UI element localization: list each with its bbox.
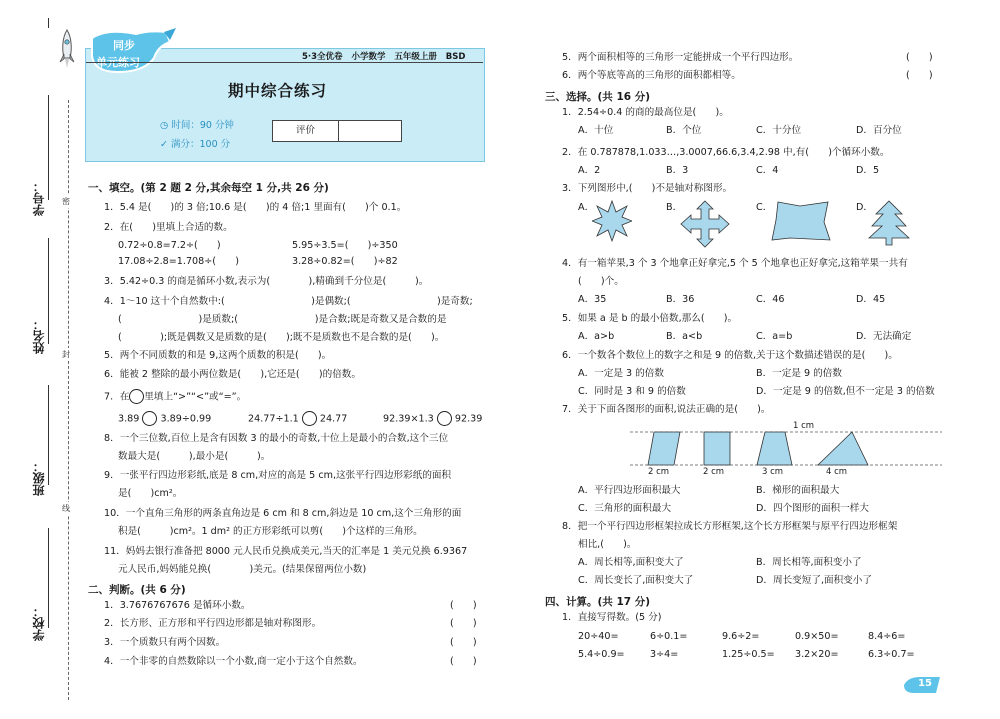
fill-q9-line2: 是( )cm²。 (118, 488, 183, 499)
choice-q8-line2: 相比,( )。 (578, 539, 637, 550)
choice-q4-line2: ( )个。 (578, 276, 624, 287)
check-circle-icon: ✓ (160, 139, 171, 150)
badge-line-1: 同步 (113, 39, 135, 52)
triangle-shape (818, 432, 868, 465)
choice-q8-b[interactable]: B．周长相等,面积变小了 (756, 557, 862, 568)
compare-b (248, 411, 347, 426)
fill-q2: 2．在( )里填上合适的数。 (104, 222, 233, 233)
fill-q2a: 0.72÷0.8=7.2÷( ) (118, 240, 221, 251)
irregular-shape (770, 200, 832, 242)
fill-q10-line1: 10．一个直角三角形的两条直角边是 6 cm 和 8 cm,斜边是 10 cm,这个三角形的面 (104, 508, 462, 519)
fill-q6: 6．能被 2 整除的最小两位数是( ),它还是( )的倍数。 (104, 369, 361, 380)
badge-line-2: 单元练习 (96, 56, 140, 69)
star-shape (592, 200, 632, 242)
fill-q10-line2: 积是( )cm²。1 dm² 的正方形彩纸可以剪( )个这样的三角形。 (118, 526, 423, 537)
fill-q7-tail: 里填上“>”“<”或“=”。 (144, 391, 247, 403)
fill-q11-line1: 11．妈妈去银行准备把 8000 元人民币兑换成美元,当天的汇率是 1 美元兑换 6.9367 (104, 546, 468, 557)
choice-q3-b[interactable]: B． (666, 202, 683, 213)
calc-r2-2[interactable]: 3÷4= (650, 649, 679, 660)
choice-q3-a[interactable]: A． (578, 202, 595, 213)
choice-q8-a[interactable]: A．周长相等,面积变大了 (578, 557, 684, 568)
choice-q1-a[interactable]: A．十位 (578, 125, 614, 136)
choice-q2-b[interactable]: B．3 (666, 165, 689, 176)
calc-r1-2[interactable]: 6÷0.1= (650, 631, 688, 642)
choice-q6: 6．一个数各个数位上的数字之和是 9 的倍数,关于这个数描述错误的是( )。 (562, 350, 898, 361)
calc-q1: 1．直接写得数。(5 分) (562, 612, 662, 623)
fill-q11-line2: 元人民币,妈妈能兑换( )美元。(结果保留两位小数) (118, 564, 367, 575)
class-label: 班级： (32, 460, 46, 496)
compare-a (118, 411, 211, 426)
judge-q3: 3．一个质数只有两个因数。 (104, 637, 226, 648)
fill-q5: 5．两个不同质数的和是 9,这两个质数的积是( )。 (104, 350, 332, 361)
compare-circle[interactable] (129, 389, 144, 404)
choice-q2-d[interactable]: D．5 (856, 165, 880, 176)
unit-badge (88, 28, 178, 78)
choice-q5: 5．如果 a 是 b 的最小倍数,那么( )。 (562, 313, 738, 324)
fig-label-top: 1 cm (793, 421, 815, 431)
fig-label-parallelogram: 2 cm (648, 467, 670, 477)
compare-a-right: 3.89÷0.99 (160, 413, 212, 425)
judge-q4-bracket[interactable]: ( ) (450, 656, 477, 667)
choice-q5-b[interactable]: B．a<b (666, 331, 703, 342)
fill-q4-line3: ( );既是偶数又是质数的是( );既不是质数也不是合数的是( )。 (118, 332, 445, 343)
choice-q7-d[interactable]: D．四个图形的面积一样大 (756, 503, 869, 514)
score-info (160, 136, 230, 150)
choice-q2-a[interactable]: A．2 (578, 165, 601, 176)
seal-mark-2: 封 (62, 350, 70, 359)
compare-b-right: 24.77 (319, 413, 348, 425)
choice-q2: 2．在 0.787878,1.033…,3.0007,66.6,3.4,2.98 中,有( )个循环小数。 (562, 147, 890, 158)
grade-name: 五年级上册 (394, 52, 437, 62)
fill-q2b: 5.95÷3.5=( )÷350 (292, 240, 398, 251)
time-text: 时间：90 分钟 (171, 120, 234, 131)
compare-a-left: 3.89 (118, 413, 140, 425)
calc-r2-1[interactable]: 5.4÷0.9= (578, 649, 625, 660)
page-number: 15 (918, 678, 932, 689)
arrows-cross-shape (680, 200, 730, 248)
edition-name: BSD (445, 52, 466, 62)
choice-q4-c[interactable]: C．46 (756, 294, 785, 305)
choice-q3-d[interactable]: D． (856, 202, 873, 213)
parallelogram-shape (648, 432, 680, 465)
choice-q2-c[interactable]: C．4 (756, 165, 779, 176)
choice-q5-a[interactable]: A．a>b (578, 331, 615, 342)
section-3-title: 三、选择。(共 16 分) (545, 91, 651, 103)
subject-name: 小学数学 (351, 52, 386, 62)
judge-q6: 6．两个等底等高的三角形的面积都相等。 (562, 70, 741, 81)
compare-c-left: 92.39×1.3 (383, 413, 434, 425)
fill-q3: 3．5.42÷0.3 的商是循环小数,表示为( ),精确到千分位是( )。 (104, 276, 429, 287)
section-2-title: 二、判断。(共 6 分) (88, 584, 186, 596)
series-name: 5·3全优卷 (302, 52, 343, 62)
school-line[interactable] (48, 528, 50, 628)
judge-q1-bracket[interactable]: ( ) (450, 600, 477, 611)
choice-q5-c[interactable]: C．a=b (756, 331, 793, 342)
judge-q2-bracket[interactable]: ( ) (450, 618, 477, 629)
compare-c-right: 92.39 (454, 413, 483, 425)
judge-q5-bracket[interactable]: ( ) (906, 52, 933, 63)
calc-r1-5[interactable]: 8.4÷6= (868, 631, 906, 642)
choice-q1-b[interactable]: B．个位 (666, 125, 702, 136)
choice-q1-d[interactable]: D．百分位 (856, 125, 902, 136)
class-line[interactable] (48, 385, 50, 485)
fill-q8-line2: 数最大是( ),最小是( )。 (118, 451, 271, 462)
fill-q7-lead: 7．在 (104, 391, 130, 403)
trapezoid-shape (757, 432, 792, 465)
section-4-title: 四、计算。(共 17 分) (545, 596, 651, 608)
seal-mark-1: 密 (62, 197, 70, 206)
choice-q4-a[interactable]: A．35 (578, 294, 607, 305)
name-line[interactable] (48, 238, 50, 344)
compare-b-left: 24.77÷1.1 (248, 413, 299, 425)
id-line[interactable] (48, 95, 50, 200)
calc-r2-3[interactable]: 1.25÷0.5= (722, 649, 775, 660)
school-label: 学校： (32, 605, 46, 641)
fill-q4-line1: 4．1～10 这十个自然数中:( )是偶数;( )是奇数; (104, 296, 473, 307)
seal-dashed-line (68, 100, 69, 700)
choice-q6-c[interactable]: C．同时是 3 和 9 的倍数 (578, 386, 686, 397)
fig-label-rectangle: 2 cm (703, 467, 725, 477)
choice-q7: 7．关于下面各图形的面积,说法正确的是( )。 (562, 404, 771, 415)
clock-icon: ◷ (160, 120, 172, 131)
time-info (160, 117, 234, 131)
choice-q6-b[interactable]: B．一定是 9 的倍数 (756, 368, 842, 379)
choice-q7-a[interactable]: A．平行四边形面积最大 (578, 485, 681, 496)
compare-circle-a[interactable] (142, 411, 157, 426)
fill-q9-line1: 9．一张平行四边形彩纸,底是 8 cm,对应的高是 5 cm,这张平行四边形彩纸的面积 (104, 470, 452, 481)
choice-q7-b[interactable]: B．梯形的面积最大 (756, 485, 840, 496)
calc-r1-3[interactable]: 9.6÷2= (722, 631, 760, 642)
name-label: 姓名： (32, 318, 46, 354)
seal-mark-3: 线 (62, 504, 70, 513)
calc-r2-4[interactable]: 3.2×20= (795, 649, 839, 660)
rocket-icon (58, 28, 76, 70)
section-1-title: 一、填空。(第 2 题 2 分,其余每空 1 分,共 26 分) (88, 182, 329, 194)
judge-q6-bracket[interactable]: ( ) (906, 70, 933, 81)
fill-q4-line2: ( )是质数;( )是合数;既是奇数又是合数的是 (118, 314, 447, 325)
choice-q8-d[interactable]: D．周长变短了,面积变小了 (756, 575, 872, 586)
tree-shape (868, 200, 910, 246)
calc-r1-4[interactable]: 0.9×50= (795, 631, 839, 642)
id-label: 学号： (32, 180, 46, 216)
judge-q5: 5．两个面积相等的三角形一定能拼成一个平行四边形。 (562, 52, 799, 63)
judge-q2: 2．长方形、正方形和平行四边形都是轴对称图形。 (104, 618, 322, 629)
page-title: 期中综合练习 (228, 82, 328, 100)
fill-q7 (104, 389, 246, 404)
fill-q8-line1: 8．一个三位数,百位上是含有因数 3 的最小的奇数,十位上是最小的合数,这个三位 (104, 433, 449, 444)
header-meta (302, 50, 465, 62)
judge-q3-bracket[interactable]: ( ) (450, 637, 477, 648)
compare-circle-b[interactable] (302, 411, 317, 426)
choice-q7-c[interactable]: C．三角形的面积最大 (578, 503, 672, 514)
compare-c (383, 411, 482, 426)
fill-q2c: 17.08÷2.8=1.708÷( ) (118, 256, 239, 267)
judge-q1: 1．3.7676767676 是循环小数。 (104, 600, 251, 611)
choice-q3-c[interactable]: C． (756, 202, 773, 213)
choice-q3: 3．下列图形中,( )不是轴对称图形。 (562, 183, 733, 194)
fig-label-triangle: 4 cm (826, 467, 848, 477)
choice-q4-b[interactable]: B．36 (666, 294, 695, 305)
calc-r2-5[interactable]: 6.3÷0.7= (868, 649, 915, 660)
judge-q4: 4．一个非零的自然数除以一个小数,商一定小于这个自然数。 (104, 656, 363, 667)
side-rule (48, 18, 50, 28)
choice-q5-d[interactable]: D．无法确定 (856, 331, 912, 342)
area-figures (630, 420, 942, 478)
rating-box (272, 120, 402, 142)
choice-q6-a[interactable]: A．一定是 3 的倍数 (578, 368, 664, 379)
choice-q8-c[interactable]: C．周长变长了,面积变大了 (578, 575, 694, 586)
header-rule (86, 62, 483, 63)
calc-r1-1[interactable]: 20÷40= (578, 631, 619, 642)
score-text: 满分：100 分 (170, 139, 231, 150)
fig-label-trapezoid: 3 cm (762, 467, 784, 477)
fill-q2d: 3.28÷0.82=( )÷82 (292, 256, 398, 267)
choice-q4-d[interactable]: D．45 (856, 294, 886, 305)
choice-q4-line1: 4．有一箱苹果,3 个 3 个地拿正好拿完,5 个 5 个地拿也正好拿完,这箱苹果一共有 (562, 258, 908, 269)
choice-q6-d[interactable]: D．一定是 9 的倍数,但不一定是 3 的倍数 (756, 386, 935, 397)
rectangle-shape (704, 432, 730, 465)
choice-q1-c[interactable]: C．十分位 (756, 125, 802, 136)
rating-label: 评价 (273, 121, 339, 141)
fill-q1: 1．5.4 是( )的 3 倍;10.6 是( )的 4 倍;1 里面有( )个 0.1。 (104, 202, 407, 213)
compare-circle-c[interactable] (437, 411, 452, 426)
choice-q1: 1．2.54÷0.4 的商的最高位是( )。 (562, 107, 729, 118)
choice-q8-line1: 8．把一个平行四边形框架拉成长方形框架,这个长方形框架与原平行四边形框架 (562, 521, 898, 532)
